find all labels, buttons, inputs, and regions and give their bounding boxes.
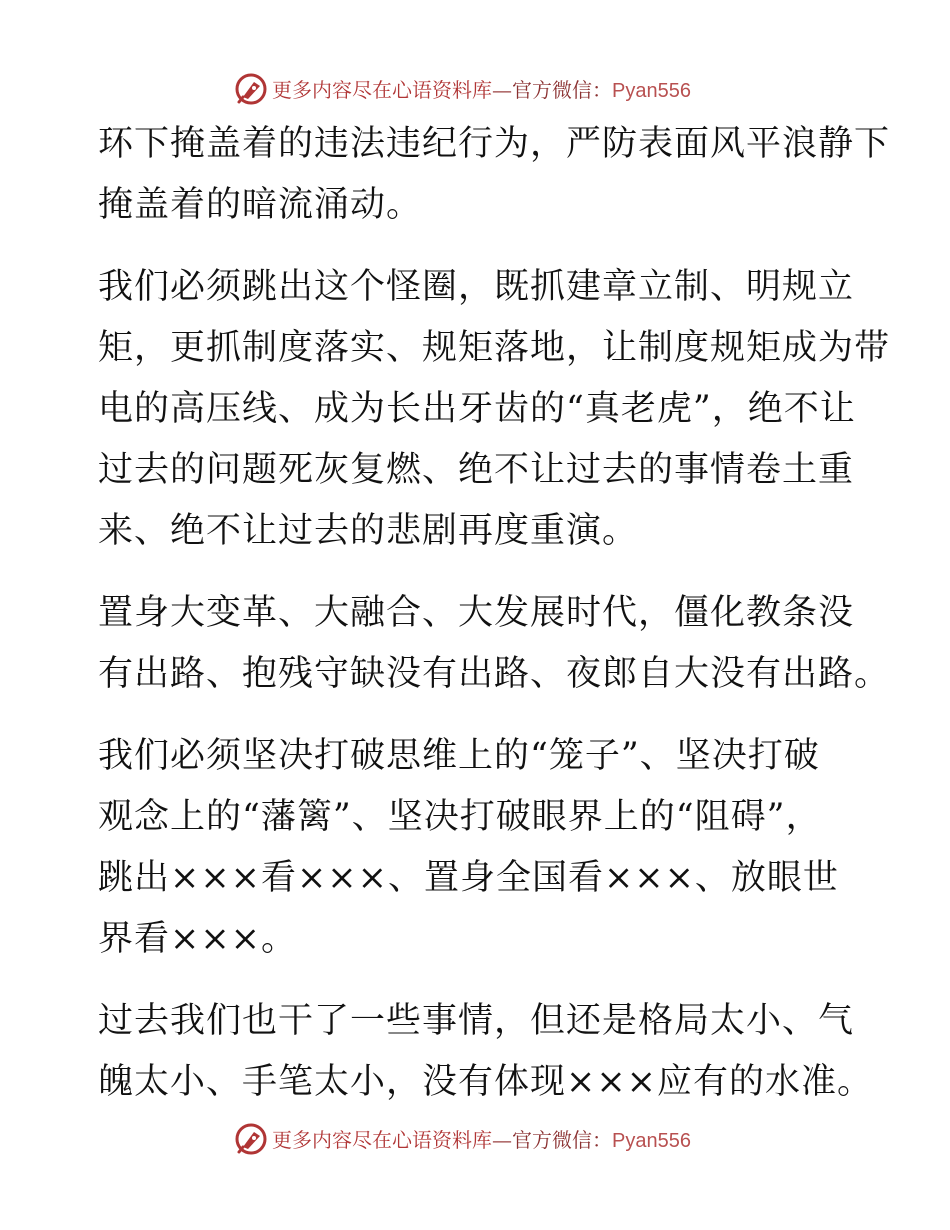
text-line: 魄太小、手笔太小，没有体现×××应有的水准。 bbox=[98, 1062, 873, 1102]
text-line: 置身大变革、大融合、大发展时代，僵化教条没 bbox=[98, 593, 855, 633]
banner-wechat-label: 官方微信： bbox=[512, 1128, 612, 1152]
text-line: 我们必须坚决打破思维上的“笼子”、坚决打破 bbox=[98, 736, 820, 776]
banner-dash: — bbox=[492, 1128, 512, 1152]
text-line: 掩盖着的暗流涌动。 bbox=[98, 185, 423, 225]
document-body bbox=[98, 114, 891, 1134]
text-line: 过去的问题死灰复燃、绝不让过去的事情卷土重 bbox=[98, 450, 855, 490]
text-line: 界看×××。 bbox=[98, 919, 297, 959]
pen-nib-circle-icon bbox=[234, 1122, 268, 1156]
paragraph bbox=[98, 726, 850, 970]
text-line: 电的高压线、成为长出牙齿的“真老虎”，绝不让 bbox=[98, 389, 856, 429]
banner-text bbox=[272, 1128, 691, 1153]
banner-wechat-id: Pyan556 bbox=[612, 1130, 691, 1152]
paragraph bbox=[98, 583, 891, 705]
text-line: 我们必须跳出这个怪圈，既抓建章立制、明规立 bbox=[98, 267, 855, 307]
text-line: 矩，更抓制度落实、规矩落地，让制度规矩成为带 bbox=[98, 328, 891, 368]
banner-text bbox=[272, 78, 691, 103]
pen-nib-circle-icon bbox=[234, 72, 268, 106]
text-line: 来、绝不让过去的悲剧再度重演。 bbox=[98, 511, 639, 551]
text-line: 观念上的“藩篱”、坚决打破眼界上的“阻碍”， bbox=[98, 797, 822, 837]
paragraph bbox=[98, 114, 891, 236]
text-line: 有出路、抱残守缺没有出路、夜郎自大没有出路。 bbox=[98, 654, 891, 694]
paragraph bbox=[98, 991, 873, 1113]
paragraph bbox=[98, 257, 891, 562]
banner-prefix: 更多内容尽在心语资料库 bbox=[272, 78, 492, 102]
banner-wechat-id: Pyan556 bbox=[612, 80, 691, 102]
text-line: 过去我们也干了一些事情，但还是格局太小、气 bbox=[98, 1001, 855, 1041]
header-banner bbox=[0, 70, 950, 110]
banner-prefix: 更多内容尽在心语资料库 bbox=[272, 1128, 492, 1152]
text-line: 跳出×××看×××、置身全国看×××、放眼世 bbox=[98, 858, 839, 898]
text-line: 环下掩盖着的违法违纪行为，严防表面风平浪静下 bbox=[98, 124, 891, 164]
footer-banner bbox=[0, 1120, 950, 1160]
banner-wechat-label: 官方微信： bbox=[512, 78, 612, 102]
banner-dash: — bbox=[492, 78, 512, 102]
